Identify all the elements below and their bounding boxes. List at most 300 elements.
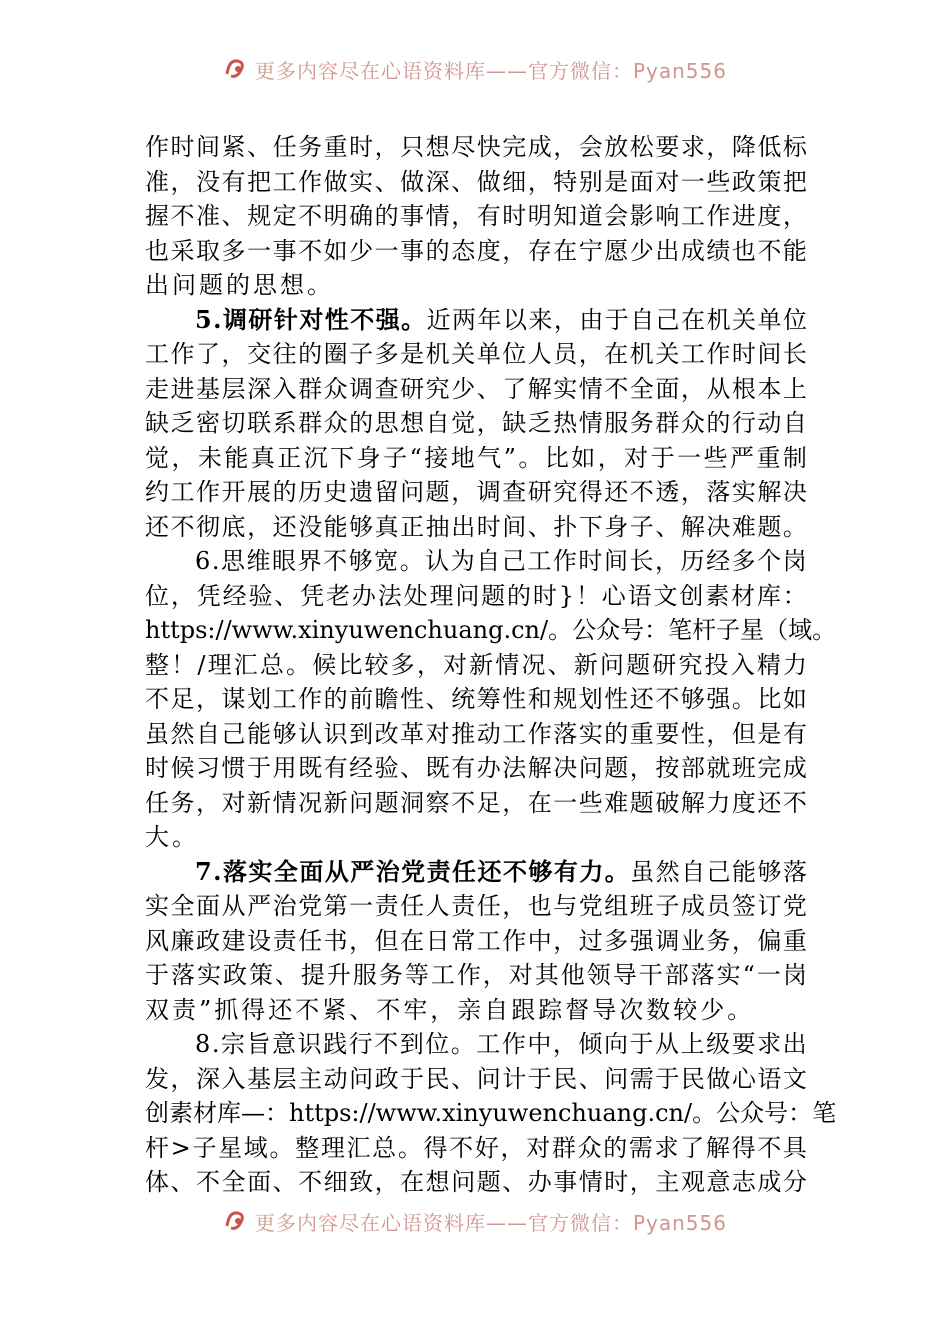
text-char: 。: [692, 1099, 717, 1127]
text-char: 务: [298, 133, 323, 161]
text-char: 改: [374, 719, 399, 748]
text-line: [145, 648, 807, 683]
text-char: 落: [690, 961, 715, 989]
text-char: 统: [451, 685, 476, 713]
text-char: 不: [376, 995, 404, 1024]
text-char: 、: [578, 1064, 603, 1093]
text-char: 圈: [323, 340, 348, 368]
url-text: https://www.xinyuwenchuang.cn/: [289, 1099, 693, 1127]
text-char: 少: [629, 236, 654, 265]
text-char: 动: [476, 719, 501, 748]
text-char: ：: [265, 1099, 289, 1127]
text-char: 还: [272, 512, 297, 541]
text-char: 求: [680, 133, 705, 161]
text-char: 些: [706, 167, 731, 196]
text-char: 足: [476, 788, 501, 817]
text-char: 道: [578, 202, 603, 230]
text-char: 材: [193, 1099, 217, 1127]
text-char: 深: [425, 167, 450, 196]
text-char: 维: [246, 547, 271, 575]
text-char: 的: [349, 409, 374, 437]
text-char: 够: [528, 856, 553, 886]
text-char: 身: [604, 512, 629, 541]
text-char: 创: [679, 581, 704, 610]
text-char: 约: [145, 478, 169, 506]
text-char: 创: [145, 1099, 169, 1127]
text-char: 存: [527, 236, 552, 265]
text-char: 务: [706, 926, 731, 955]
text-char: 接: [424, 443, 449, 472]
text-char: 问: [349, 788, 374, 817]
text-char: 工: [680, 340, 705, 368]
text-char: 踪: [538, 995, 566, 1024]
text-char: 题: [199, 271, 226, 299]
text-char: 。: [399, 547, 424, 575]
text-char: 想: [425, 133, 450, 161]
text-char: 对: [508, 961, 533, 989]
text-char: 查: [374, 374, 399, 403]
text-char: 把: [782, 167, 807, 196]
text-char: 策: [757, 167, 782, 196]
text-char: 党: [578, 892, 603, 920]
text-char: 候: [170, 754, 195, 782]
text-char: 明: [527, 202, 552, 230]
text-char: 实: [349, 167, 374, 196]
text-char: 研: [248, 304, 273, 334]
text-char: 宽: [374, 547, 399, 575]
text-char: 工: [476, 1030, 501, 1058]
logo-icon: [223, 56, 249, 82]
text-char: 体: [145, 1168, 169, 1196]
text-char: 任: [272, 133, 297, 161]
text-char: 子: [655, 892, 680, 920]
text-char: 汇: [346, 1133, 371, 1162]
text-char: 经: [706, 547, 731, 575]
text-char: 双: [145, 995, 172, 1024]
text-char: 如: [782, 685, 807, 713]
text-char: 民: [425, 1064, 450, 1093]
text-char: 常: [451, 926, 476, 955]
text-char: 位: [782, 305, 807, 334]
text-char: ，: [553, 305, 578, 334]
text-char: 上: [680, 1030, 705, 1058]
text-char: 解: [757, 478, 782, 506]
text-char: 调: [349, 374, 374, 403]
text-line: [145, 544, 807, 579]
text-char: 部: [680, 754, 705, 782]
text-char: 工: [527, 547, 552, 575]
text-char: 机: [629, 340, 654, 368]
text-char: 己: [706, 857, 731, 886]
text-char: 既: [298, 754, 323, 782]
text-char: 跟: [511, 995, 539, 1024]
text-line: [145, 751, 807, 786]
text-char: 凭: [196, 581, 221, 610]
text-char: 特: [553, 167, 578, 196]
text-char: 自: [476, 547, 501, 575]
text-char: 对: [526, 1133, 551, 1162]
text-char: 透: [655, 478, 680, 506]
text-char: 响: [655, 202, 680, 230]
text-char: 文: [782, 1064, 807, 1093]
text-char: 作: [298, 167, 323, 196]
text-char: 工: [272, 685, 297, 713]
text-char: 牢: [403, 995, 431, 1024]
text-char: 的: [604, 719, 629, 748]
text-char: 任: [476, 892, 501, 920]
text-char: 公: [572, 616, 597, 644]
text-char: 成: [680, 892, 705, 920]
text-char: 作: [706, 340, 731, 368]
text-char: 成: [527, 133, 552, 161]
text-char: 也: [527, 892, 552, 920]
text-char: 觉: [451, 409, 476, 437]
text-char: 意: [272, 1030, 297, 1058]
text-char: 划: [247, 685, 272, 713]
text-char: 、: [502, 1168, 527, 1196]
text-line: [145, 579, 807, 614]
text-char: 两: [452, 305, 477, 334]
text-char: 新: [573, 650, 598, 679]
text-char: 些: [578, 788, 603, 817]
text-char: 的: [323, 685, 348, 713]
text-char: 了: [502, 374, 527, 403]
text-char: ，: [170, 1064, 195, 1093]
text-char: 在: [604, 340, 629, 368]
text-char: 从: [706, 374, 731, 403]
text-char: 与: [553, 892, 578, 920]
text-char: 题: [374, 788, 399, 817]
text-char: 督: [565, 995, 593, 1024]
text-char: 库: [756, 581, 781, 610]
text-char: 标: [782, 133, 807, 161]
text-char: 实: [731, 478, 756, 506]
text-char: 位: [502, 340, 527, 368]
text-char: 问: [578, 754, 603, 782]
text-char: 书: [323, 926, 348, 955]
text-char: 、: [547, 650, 572, 679]
text-char: 出: [145, 271, 172, 299]
text-char: 多: [221, 236, 246, 265]
text-char: 验: [374, 754, 399, 782]
text-char: 不: [298, 202, 323, 230]
text-char: 务: [170, 788, 195, 817]
text-char: 入: [272, 374, 297, 403]
text-char: 认: [425, 547, 450, 575]
text-char: 松: [629, 133, 654, 161]
text-char: 行: [348, 1030, 373, 1058]
text-char: 班: [629, 892, 654, 920]
text-char: 但: [374, 926, 399, 955]
text-char: 域: [788, 616, 813, 644]
text-char: 订: [757, 892, 782, 920]
text-char: 次: [619, 995, 647, 1024]
text-char: 位: [145, 581, 169, 610]
text-char: 性: [400, 685, 425, 713]
text-char: ，: [430, 995, 458, 1024]
text-char: 情: [578, 409, 603, 437]
text-char: 如: [323, 236, 348, 265]
text-char: 材: [731, 581, 756, 610]
text-char: ，: [629, 754, 654, 782]
text-char: 从: [221, 892, 246, 920]
text-char: 正: [400, 512, 425, 541]
text-char: 性: [324, 304, 349, 334]
text-char: .: [211, 547, 220, 575]
text-char: 风: [145, 926, 169, 955]
text-char: 做: [476, 167, 501, 196]
text-char: 多: [604, 926, 629, 955]
text-char: 解: [705, 1133, 730, 1162]
text-char: 工: [680, 202, 705, 230]
text-char: 。: [172, 823, 199, 851]
text-char: 对: [425, 719, 450, 748]
text-char: 革: [400, 719, 425, 748]
text-char: 作: [706, 202, 731, 230]
text-char: 解: [680, 512, 705, 541]
text-char: 由: [579, 305, 604, 334]
text-char: 全: [273, 856, 298, 886]
text-char: 子: [716, 616, 741, 644]
text-char: “: [409, 443, 422, 472]
text-char: 经: [222, 581, 247, 610]
text-char: “: [742, 961, 755, 989]
text-char: 中: [527, 1030, 552, 1058]
text-char: 责: [374, 892, 399, 920]
text-char: 对: [442, 650, 467, 679]
text-char: 题: [425, 478, 450, 506]
text-char: ，: [706, 133, 731, 161]
text-char: 些: [703, 443, 728, 472]
text-char: 签: [731, 892, 756, 920]
text-char: 人: [425, 892, 450, 920]
text-char: 得: [731, 1133, 756, 1162]
text-char: 到: [349, 719, 374, 748]
text-char: 不: [323, 547, 348, 575]
text-char: 多: [731, 547, 756, 575]
text-char: 落: [222, 856, 247, 886]
text-char: 紧: [221, 133, 246, 161]
text-char: 党: [782, 892, 807, 920]
text-char: 明: [323, 202, 348, 230]
text-char: ，: [451, 202, 476, 230]
text-char: 不: [449, 1133, 474, 1162]
text-char: 验: [248, 581, 273, 610]
text-char: 、: [247, 133, 272, 161]
text-char: 全: [221, 1168, 246, 1196]
text-char: 究: [678, 650, 703, 679]
text-char: 老: [326, 581, 351, 610]
text-char: ！: [171, 650, 196, 679]
text-char: 时: [145, 754, 169, 782]
text-char: 够: [272, 719, 297, 748]
text-char: 不: [196, 1168, 221, 1196]
text-char: 度: [757, 202, 782, 230]
text-char: 有: [451, 754, 476, 782]
text-char: 工: [272, 167, 297, 196]
text-char: 求: [654, 1133, 679, 1162]
text-char: 7: [195, 856, 212, 886]
text-char: ，: [578, 340, 603, 368]
text-char: 较: [673, 995, 701, 1024]
text-char: 大: [145, 823, 172, 851]
text-char: 组: [604, 892, 629, 920]
text-char: 洞: [400, 788, 425, 817]
text-char: ，: [527, 167, 552, 196]
text-char: 以: [502, 305, 527, 334]
text-char: 工: [430, 961, 455, 989]
text-char: 的: [706, 409, 731, 437]
text-char: 根: [731, 374, 756, 403]
text-char: 得: [578, 478, 603, 506]
text-char: ，: [170, 167, 195, 196]
text-char: 既: [425, 754, 450, 782]
text-char: 全: [170, 892, 195, 920]
text-char: 下: [578, 512, 603, 541]
text-char: 不: [170, 512, 195, 541]
text-line: [145, 1165, 807, 1200]
text-char: 对: [624, 443, 649, 472]
text-char: 践: [323, 1030, 348, 1058]
text-char: 研: [527, 478, 552, 506]
text-char: 星: [740, 616, 765, 644]
text-char: ：: [788, 1099, 813, 1127]
text-char: 深: [247, 374, 272, 403]
text-char: 。: [548, 616, 573, 644]
text-char: 的: [507, 581, 532, 610]
text-char: 、: [400, 754, 425, 782]
text-char: 抓: [214, 995, 242, 1024]
text-char: 在: [527, 788, 552, 817]
text-line: [145, 268, 807, 303]
text-char: 也: [731, 236, 756, 265]
text-char: 况: [521, 650, 546, 679]
text-char: 近: [426, 305, 451, 334]
text-char: 虽: [145, 719, 169, 748]
text-char: 凭: [300, 581, 325, 610]
text-char: 时: [349, 133, 374, 161]
text-char: 责: [172, 995, 199, 1024]
text-char: ，: [706, 719, 731, 748]
text-char: 精: [756, 650, 781, 679]
text-char: 出: [782, 1030, 807, 1058]
text-char: ，: [655, 547, 680, 575]
text-char: 不: [782, 788, 807, 817]
text-char: ，: [482, 961, 507, 989]
watermark-text: 更多内容尽在心语资料库——官方微信：Pyan556: [254, 58, 727, 83]
text-char: .: [211, 1030, 220, 1058]
text-char: 了: [680, 1133, 705, 1162]
text-char: 调: [655, 926, 680, 955]
text-char: 筹: [476, 685, 501, 713]
text-char: 。: [397, 1133, 422, 1162]
text-char: 情: [495, 650, 520, 679]
text-char: 问: [476, 1064, 501, 1093]
text-char: 单: [476, 340, 501, 368]
text-char: ，: [782, 202, 807, 230]
text-char: 、: [476, 374, 501, 403]
text-char: 自: [630, 305, 655, 334]
text-char: 岗: [782, 961, 807, 989]
text-char: 偏: [757, 926, 782, 955]
text-char: 的: [272, 478, 297, 506]
text-char: 做: [400, 167, 425, 196]
text-char: ，: [500, 1133, 525, 1162]
text-char: 严: [729, 443, 754, 472]
text-char: 认: [298, 719, 323, 748]
text-char: 总: [372, 1133, 397, 1162]
text-char: 愿: [604, 236, 629, 265]
text-char: 不: [170, 202, 195, 230]
text-char: 正: [277, 443, 302, 472]
text-char: 于: [604, 305, 629, 334]
text-char: 新: [247, 788, 272, 817]
text-char: 思: [374, 409, 399, 437]
text-char: 作: [170, 340, 195, 368]
text-char: 旨: [246, 1030, 271, 1058]
text-char: 分: [782, 1168, 807, 1196]
text-char: 、: [451, 1064, 476, 1093]
text-char: 谋: [221, 685, 246, 713]
text-char: 但: [731, 719, 756, 748]
text-char: 工: [170, 478, 195, 506]
text-char: 快: [476, 133, 501, 161]
text-char: 情: [425, 202, 450, 230]
text-char: 素: [169, 1099, 193, 1127]
text-char: 作: [145, 133, 169, 161]
text-char: ，: [416, 650, 441, 679]
text-char: 业: [680, 926, 705, 955]
text-char: 握: [145, 202, 169, 230]
text-char: 子: [629, 512, 654, 541]
text-char: 度: [476, 236, 501, 265]
text-char: 强: [706, 685, 731, 713]
text-char: 思: [253, 271, 280, 299]
text-char: 底: [221, 512, 246, 541]
text-char: ，: [680, 374, 705, 403]
text-char: 不: [295, 995, 323, 1024]
text-char: 实: [248, 856, 273, 886]
text-char: 年: [477, 305, 502, 334]
text-char: ，: [451, 478, 476, 506]
text-char: 够: [349, 512, 374, 541]
text-char: 比: [757, 685, 782, 713]
text-char: 治: [272, 892, 297, 920]
text-char: 况: [298, 788, 323, 817]
text-char: 问: [604, 1064, 629, 1093]
text-char: 杆: [145, 1133, 169, 1162]
text-char: 还: [268, 995, 296, 1024]
text-char: 文: [653, 581, 678, 610]
text-char: 未: [197, 443, 222, 472]
text-char: 作: [196, 478, 221, 506]
text-char: 识: [297, 1030, 322, 1058]
text-char: 理: [207, 650, 232, 679]
text-char: 笔: [668, 616, 693, 644]
text-char: 出: [451, 512, 476, 541]
text-char: 细: [323, 1168, 348, 1196]
text-char: 办: [351, 581, 376, 610]
text-char: 投: [704, 650, 729, 679]
text-char: }: [558, 581, 575, 610]
text-char: 于: [650, 443, 675, 472]
text-char: 情: [272, 788, 297, 817]
text-char: 8: [195, 1030, 211, 1058]
text-char: 的: [603, 1133, 628, 1162]
text-char: 有: [221, 167, 246, 196]
text-char: 服: [352, 961, 377, 989]
text-char: 能: [323, 512, 348, 541]
